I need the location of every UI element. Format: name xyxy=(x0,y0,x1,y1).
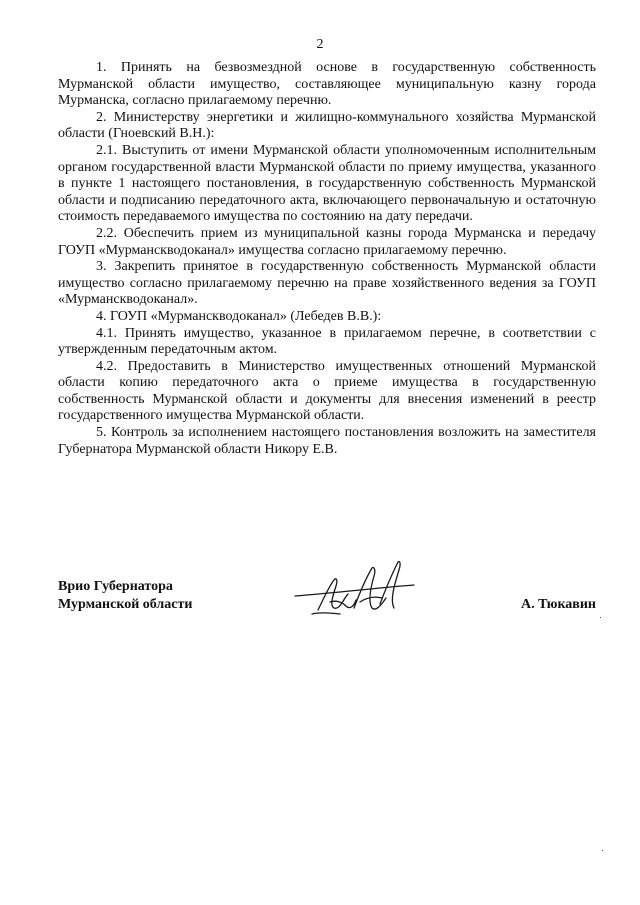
handwritten-signature xyxy=(290,558,420,628)
paragraph-2: 2. Министерству энергетики и жилищно-коммунального хозяйства Мурманской области (Гноевский В.Н.): xyxy=(58,109,596,142)
page-number: 2 xyxy=(316,37,324,52)
paragraph-1: 1. Принять на безвозмездной основе в государственную собственность Мурманской области имущество, составляющее муниципальную казну города Мурманска, согласно прилагаемому перечню. xyxy=(58,60,596,109)
signatory-title-line2: Мурманской области xyxy=(58,597,193,612)
scan-artifact-mark xyxy=(600,617,601,618)
paragraph-3: 3. Закрепить принятое в государственную собственность Мурманской области имущество согласно прилагаемому перечню на праве хозяйственного ведения за ГОУП «Мурманскводоканал». xyxy=(58,259,596,308)
paragraph-2-1: 2.1. Выступить от имени Мурманской области уполномоченным исполнительным органом государственной власти Мурманской области по приему имущества, указанного в пункте 1 настоящего постановления, в государственную собственность Мурманской области и подписанию передаточного акта, включающего первоначальную и остаточную стоимость передаваемого имущества по состоянию на дату передачи. xyxy=(58,142,596,225)
signatory-title xyxy=(58,578,192,614)
scan-artifact-mark xyxy=(602,850,603,851)
signatory-name: А. Тюкавин xyxy=(521,597,596,612)
signature-block xyxy=(58,578,596,638)
paragraph-4: 4. ГОУП «Мурманскводоканал» (Лебедев В.В.): xyxy=(96,308,382,324)
paragraph-2-2: 2.2. Обеспечить прием из муниципальной казны города Мурманска и передачу ГОУП «Мурманскводоканал» имущества согласно прилагаемому перечню. xyxy=(58,225,596,258)
document-body xyxy=(58,60,596,458)
signatory-title-line1: Врио Губернатора xyxy=(58,579,173,594)
paragraph-5: 5. Контроль за исполнением настоящего постановления возложить на заместителя Губернатора Мурманской области Никору Е.В. xyxy=(58,425,596,457)
paragraph-4-2: 4.2. Предоставить в Министерство имущественных отношений Мурманской области копию передаточного акта о приеме имущества в государственную собственность Мурманской области и документы для внесения изменений в реестр государственного имущества Мурманской области. xyxy=(58,358,596,424)
paragraph-4-1: 4.1. Принять имущество, указанное в прилагаемом перечне, в соответствии с утвержденным передаточным актом. xyxy=(58,325,596,358)
